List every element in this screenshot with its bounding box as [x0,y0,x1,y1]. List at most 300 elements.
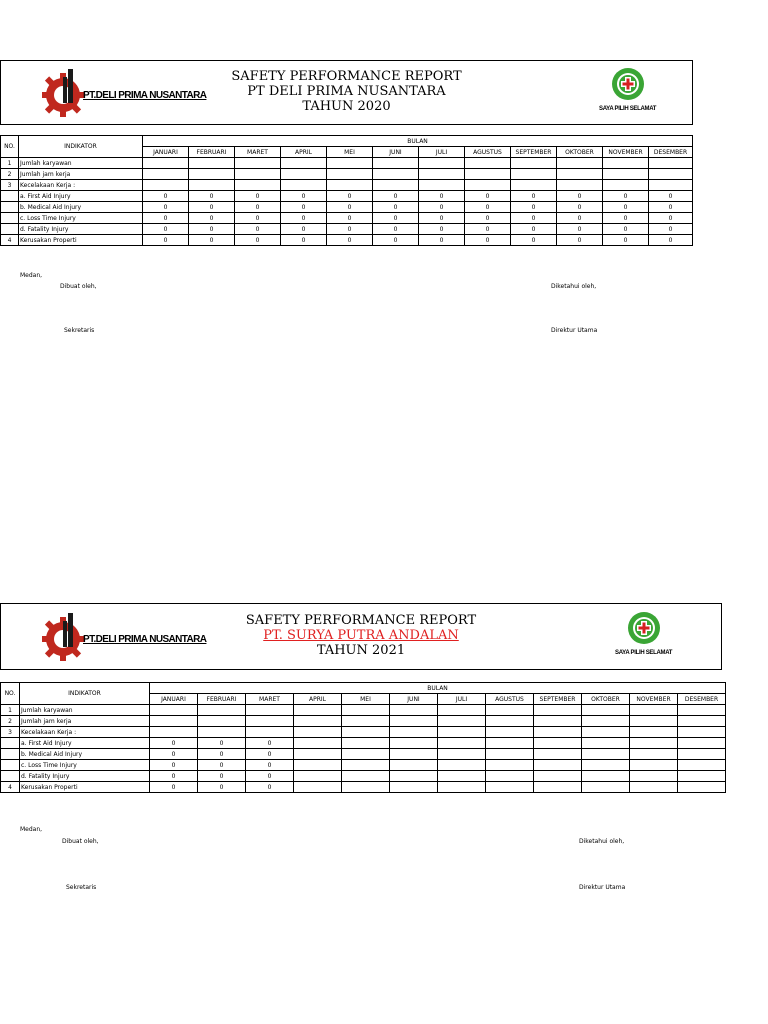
value-cell [390,771,438,782]
value-cell [235,180,281,191]
value-cell [534,738,582,749]
value-cell [534,705,582,716]
value-cell [582,771,630,782]
indikator-column-header: INDIKATOR [20,683,150,705]
value-cell [390,738,438,749]
made-by-label: Dibuat oleh, [60,283,97,290]
value-cell: 0 [649,191,693,202]
value-cell [678,760,726,771]
value-cell [373,180,419,191]
report-table [0,135,693,246]
value-cell: 0 [511,224,557,235]
value-cell: 0 [557,213,603,224]
value-cell [438,716,486,727]
value-cell [281,158,327,169]
value-cell [294,771,342,782]
value-cell [419,169,465,180]
month-header: FEBRUARI [189,147,235,158]
value-cell: 0 [373,213,419,224]
value-cell [327,158,373,169]
value-cell: 0 [649,202,693,213]
value-cell [390,716,438,727]
value-cell: 0 [511,235,557,246]
value-cell [557,158,603,169]
value-cell [582,749,630,760]
row-label: Jumlah jam kerja [19,169,143,180]
row-label: Kecelakaan Kerja : [20,727,150,738]
value-cell: 0 [373,224,419,235]
value-cell: 0 [327,235,373,246]
value-cell [246,716,294,727]
value-cell [294,727,342,738]
value-cell [534,760,582,771]
value-cell [511,169,557,180]
value-cell: 0 [235,202,281,213]
value-cell: 0 [465,202,511,213]
value-cell [342,760,390,771]
place-label: Medan, [20,826,43,833]
value-cell: 0 [511,213,557,224]
safety-badge-text: SAYA PILIH SELAMAT [599,106,657,112]
value-cell: 0 [143,213,189,224]
month-header: APRIL [281,147,327,158]
value-cell [419,180,465,191]
value-cell: 0 [235,235,281,246]
value-cell: 0 [246,771,294,782]
month-header: APRIL [294,694,342,705]
month-header: FEBRUARI [198,694,246,705]
bulan-column-header: BULAN [143,136,693,147]
value-cell: 0 [465,224,511,235]
safety-cross-badge-icon [624,611,664,645]
value-cell: 0 [281,235,327,246]
table-header-row [1,683,726,694]
value-cell [486,727,534,738]
table-row [1,749,726,760]
value-cell [342,771,390,782]
table-row [1,224,693,235]
value-cell [603,169,649,180]
value-cell [342,716,390,727]
month-header: MEI [342,694,390,705]
value-cell [189,169,235,180]
value-cell [511,180,557,191]
value-cell: 0 [189,202,235,213]
row-number: 2 [1,716,20,727]
known-by-label: Diketahui oleh, [579,838,625,845]
table-row [1,716,726,727]
value-cell [438,749,486,760]
month-header: NOVEMBER [603,147,649,158]
value-cell: 0 [150,782,198,793]
value-cell [582,760,630,771]
value-cell [582,738,630,749]
value-cell [486,705,534,716]
month-header: JUNI [390,694,438,705]
value-cell: 0 [603,224,649,235]
row-number [1,213,19,224]
value-cell [198,705,246,716]
value-cell: 0 [465,235,511,246]
value-cell: 0 [189,235,235,246]
table-row [1,760,726,771]
row-number: 3 [1,180,19,191]
month-header: JUNI [373,147,419,158]
value-cell [465,180,511,191]
value-cell: 0 [603,235,649,246]
value-cell [582,705,630,716]
value-cell [678,782,726,793]
row-number [1,202,19,213]
value-cell [246,705,294,716]
value-cell [630,782,678,793]
value-cell: 0 [511,191,557,202]
report-title: SAFETY PERFORMANCE REPORT [231,69,462,84]
value-cell [150,705,198,716]
value-cell [390,760,438,771]
value-cell: 0 [419,191,465,202]
value-cell [582,716,630,727]
report-year: TAHUN 2020 [302,99,391,114]
row-label: a. First Aid Injury [20,738,150,749]
value-cell [630,771,678,782]
value-cell: 0 [557,191,603,202]
value-cell [678,749,726,760]
month-header: MARET [246,694,294,705]
value-cell [486,738,534,749]
value-cell: 0 [419,202,465,213]
value-cell [246,727,294,738]
known-by-label: Diketahui oleh, [551,283,597,290]
value-cell [294,716,342,727]
value-cell [534,782,582,793]
value-cell [534,771,582,782]
value-cell [373,158,419,169]
table-row [1,180,693,191]
value-cell [438,771,486,782]
value-cell [557,180,603,191]
value-cell: 0 [649,235,693,246]
table-row [1,191,693,202]
value-cell: 0 [246,760,294,771]
value-cell [630,727,678,738]
value-cell: 0 [557,202,603,213]
value-cell [235,158,281,169]
value-cell: 0 [327,202,373,213]
row-number [1,191,19,202]
value-cell [603,180,649,191]
value-cell [534,716,582,727]
value-cell: 0 [327,213,373,224]
month-header: AGUSTUS [486,694,534,705]
value-cell: 0 [198,738,246,749]
value-cell: 0 [373,191,419,202]
month-header: SEPTEMBER [511,147,557,158]
value-cell [294,705,342,716]
value-cell: 0 [235,224,281,235]
value-cell [294,760,342,771]
value-cell [235,169,281,180]
table-row [1,771,726,782]
value-cell: 0 [327,191,373,202]
value-cell [630,738,678,749]
value-cell: 0 [198,760,246,771]
month-header: NOVEMBER [630,694,678,705]
value-cell [465,169,511,180]
month-header: JULI [438,694,486,705]
value-cell [630,749,678,760]
value-cell [143,169,189,180]
value-cell [294,738,342,749]
table-row [1,235,693,246]
row-label: Jumlah karyawan [19,158,143,169]
value-cell: 0 [649,224,693,235]
row-label: b. Medical Aid Injury [19,202,143,213]
safety-cross-badge-icon [608,67,648,101]
value-cell [189,180,235,191]
value-cell: 0 [327,224,373,235]
value-cell [327,180,373,191]
value-cell [438,760,486,771]
value-cell [678,771,726,782]
value-cell: 0 [198,749,246,760]
company-logo-text: PT.DELI PRIMA NUSANTARA [83,89,207,101]
value-cell [327,169,373,180]
table-body [1,136,693,246]
row-number: 1 [1,158,19,169]
value-cell [649,180,693,191]
value-cell [486,760,534,771]
made-by-label: Dibuat oleh, [62,838,99,845]
table-row [1,169,693,180]
month-header: JANUARI [143,147,189,158]
row-number: 2 [1,169,19,180]
secretary-label: Sekretaris [66,884,97,891]
safety-badge-text: SAYA PILIH SELAMAT [615,650,673,656]
row-number [1,749,20,760]
value-cell: 0 [465,213,511,224]
value-cell: 0 [150,749,198,760]
row-label: a. First Aid Injury [19,191,143,202]
value-cell [678,716,726,727]
row-label: Kerusakan Properti [19,235,143,246]
value-cell: 0 [235,191,281,202]
value-cell: 0 [150,760,198,771]
value-cell: 0 [150,738,198,749]
value-cell: 0 [198,782,246,793]
value-cell: 0 [281,202,327,213]
row-label: Kecelakaan Kerja : [19,180,143,191]
value-cell: 0 [189,224,235,235]
table-row [1,213,693,224]
value-cell [390,749,438,760]
value-cell [486,749,534,760]
value-cell [294,782,342,793]
value-cell [630,716,678,727]
value-cell [630,705,678,716]
value-cell [486,716,534,727]
value-cell [678,705,726,716]
value-cell: 0 [419,235,465,246]
company-name: PT DELI PRIMA NUSANTARA [247,84,446,99]
value-cell: 0 [143,191,189,202]
value-cell [438,727,486,738]
director-label: Direktur Utama [551,327,598,334]
row-number [1,224,19,235]
value-cell: 0 [603,202,649,213]
value-cell: 0 [557,235,603,246]
value-cell [390,782,438,793]
company-name-highlight: PT. SURYA PUTRA ANDALAN [263,628,459,643]
row-number [1,738,20,749]
value-cell [630,760,678,771]
month-header: MARET [235,147,281,158]
month-header: AGUSTUS [465,147,511,158]
report-table [0,682,726,793]
director-label: Direktur Utama [579,884,626,891]
row-label: d. Fatality Injury [19,224,143,235]
report-header [0,60,693,125]
row-number: 3 [1,727,20,738]
month-header: DESEMBER [678,694,726,705]
place-label: Medan, [20,272,43,279]
table-row [1,738,726,749]
row-number: 4 [1,782,20,793]
value-cell: 0 [603,191,649,202]
value-cell [438,705,486,716]
company-logo-text: PT.DELI PRIMA NUSANTARA [83,633,207,645]
value-cell [438,738,486,749]
value-cell: 0 [281,213,327,224]
value-cell [143,180,189,191]
row-label: Jumlah karyawan [20,705,150,716]
row-label: d. Fatality Injury [20,771,150,782]
value-cell: 0 [373,235,419,246]
value-cell [150,727,198,738]
value-cell [603,158,649,169]
value-cell [143,158,189,169]
value-cell: 0 [246,782,294,793]
month-header: OKTOBER [582,694,630,705]
value-cell: 0 [189,213,235,224]
value-cell [342,705,390,716]
value-cell [390,727,438,738]
value-cell [486,771,534,782]
value-cell [189,158,235,169]
value-cell: 0 [557,224,603,235]
value-cell [342,727,390,738]
row-label: c. Loss Time Injury [19,213,143,224]
report-title-block [1,613,721,658]
report-header [0,603,722,670]
value-cell: 0 [150,771,198,782]
value-cell [557,169,603,180]
month-header: JANUARI [150,694,198,705]
value-cell: 0 [143,235,189,246]
value-cell [198,727,246,738]
row-label: c. Loss Time Injury [20,760,150,771]
value-cell: 0 [281,224,327,235]
no-column-header: NO. [1,136,19,158]
value-cell [534,727,582,738]
row-number: 4 [1,235,19,246]
value-cell [390,705,438,716]
value-cell: 0 [465,191,511,202]
row-number: 1 [1,705,20,716]
report-title-block [1,69,692,114]
value-cell: 0 [511,202,557,213]
value-cell: 0 [419,213,465,224]
value-cell [342,749,390,760]
no-column-header: NO. [1,683,20,705]
value-cell [438,782,486,793]
row-label: Kerusakan Properti [20,782,150,793]
value-cell [465,158,511,169]
month-header: JULI [419,147,465,158]
table-header-row [1,136,693,147]
table-row [1,782,726,793]
value-cell [511,158,557,169]
value-cell: 0 [143,224,189,235]
value-cell [649,169,693,180]
value-cell: 0 [198,771,246,782]
value-cell [342,782,390,793]
month-header: SEPTEMBER [534,694,582,705]
month-header: DESEMBER [649,147,693,158]
value-cell [281,169,327,180]
value-cell: 0 [603,213,649,224]
table-row [1,705,726,716]
value-cell [678,727,726,738]
value-cell: 0 [419,224,465,235]
table-row [1,158,693,169]
value-cell [281,180,327,191]
row-label: Jumlah jam kerja [20,716,150,727]
safety-badge [599,67,656,112]
indikator-column-header: INDIKATOR [19,136,143,158]
value-cell: 0 [373,202,419,213]
month-header: MEI [327,147,373,158]
value-cell [150,716,198,727]
value-cell [294,749,342,760]
value-cell [582,782,630,793]
table-body [1,683,726,793]
month-header: OKTOBER [557,147,603,158]
table-row [1,727,726,738]
value-cell: 0 [649,213,693,224]
report-year: TAHUN 2021 [316,643,406,658]
value-cell: 0 [235,213,281,224]
value-cell: 0 [143,202,189,213]
table-row [1,202,693,213]
secretary-label: Sekretaris [64,327,95,334]
row-number [1,771,20,782]
value-cell [198,716,246,727]
value-cell [582,727,630,738]
value-cell: 0 [189,191,235,202]
row-label: b. Medical Aid Injury [20,749,150,760]
bulan-column-header: BULAN [150,683,726,694]
row-number [1,760,20,771]
value-cell: 0 [281,191,327,202]
value-cell [486,782,534,793]
value-cell [678,738,726,749]
value-cell: 0 [246,738,294,749]
value-cell [534,749,582,760]
value-cell [649,158,693,169]
value-cell [342,738,390,749]
safety-badge [615,611,672,656]
